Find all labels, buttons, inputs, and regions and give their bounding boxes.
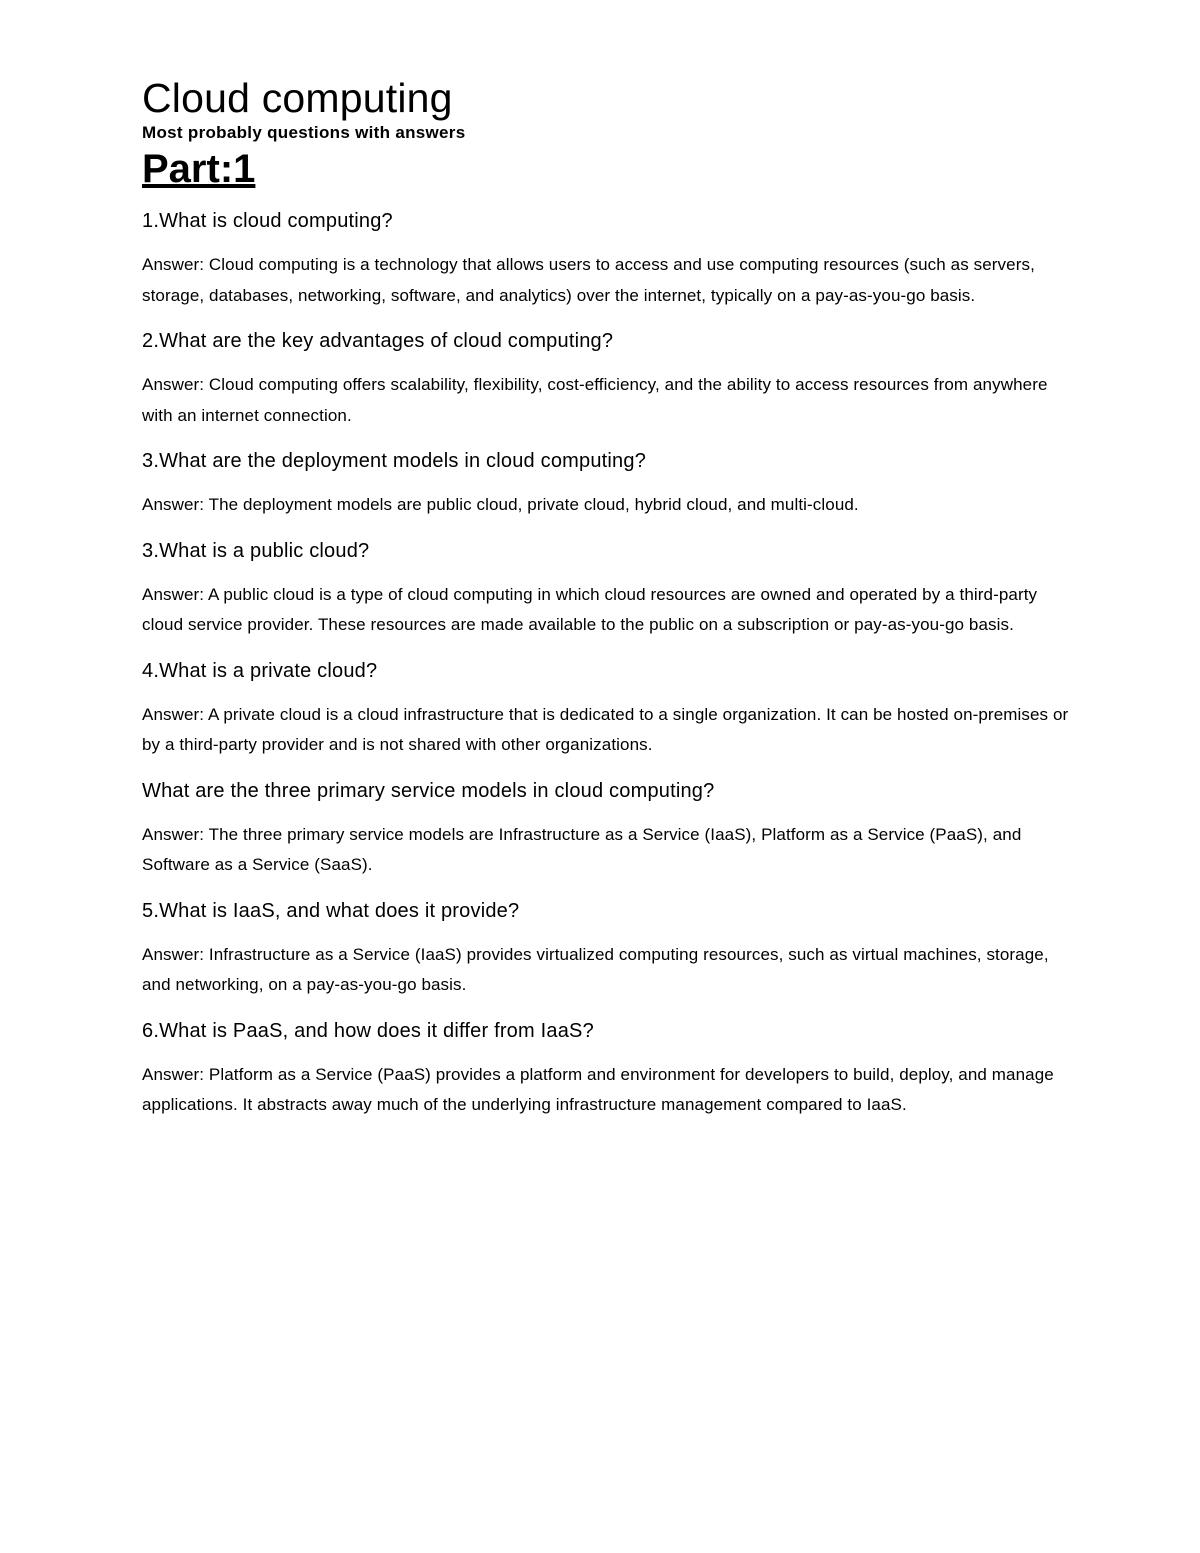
answer: Answer: Infrastructure as a Service (IaaS) provides virtualized computing resources, such as virtual machines, storage, and networking, on a pay-as-you-go basis. [142,944,1049,994]
question: 5.What is IaaS, and what does it provide? [142,899,520,922]
part-heading: Part:1 [142,147,256,191]
answer: Answer: Platform as a Service (PaaS) provides a platform and environment for developers to build, deploy, and manage applications. It abstracts away much of the underlying infrastructure management compared to IaaS. [142,1064,1054,1114]
question: 1.What is cloud computing? [142,210,393,232]
qa-item [142,898,1072,1001]
qa-item [142,1018,1072,1121]
answer: Answer: Cloud computing is a technology that allows users to access and use computing resources (such as servers, storage, databases, networking, software, and analytics) over the internet, typically on a pay-as-you-go basis. [142,255,1035,305]
qa-item [142,328,1072,431]
qa-item [142,778,1072,881]
question: 2.What are the key advantages of cloud computing? [142,330,614,352]
qa-item [142,448,1072,521]
document-subtitle: Most probably questions with answers [142,123,466,142]
qa-item [142,208,1072,311]
answer: Answer: A private cloud is a cloud infrastructure that is dedicated to a single organization. It can be hosted on-premises or by a third-party provider and is not shared with other organizations. [142,704,1069,754]
question: 3.What are the deployment models in cloud computing? [142,450,647,472]
document-title: Cloud computing [142,75,453,121]
answer: Answer: Cloud computing offers scalability, flexibility, cost-efficiency, and the ability to access resources from anywhere with an internet connection. [142,375,1048,425]
qa-item [142,538,1072,641]
question: 6.What is PaaS, and how does it differ from IaaS? [142,1019,594,1042]
answer: Answer: A public cloud is a type of cloud computing in which cloud resources are owned and operated by a third-party cloud service provider. These resources are made available to the public on a subscription or pay-as-you-go basis. [142,584,1038,634]
document-page [142,74,1072,1138]
question: What are the three primary service models in cloud computing? [142,779,715,802]
answer: Answer: The deployment models are public cloud, private cloud, hybrid cloud, and multi-cloud. [142,495,859,514]
question: 3.What is a public cloud? [142,539,370,562]
qa-item [142,658,1072,761]
question: 4.What is a private cloud? [142,659,378,682]
answer: Answer: The three primary service models are Infrastructure as a Service (IaaS), Platform as a Service (PaaS), and Software as a Service (SaaS). [142,824,1022,874]
